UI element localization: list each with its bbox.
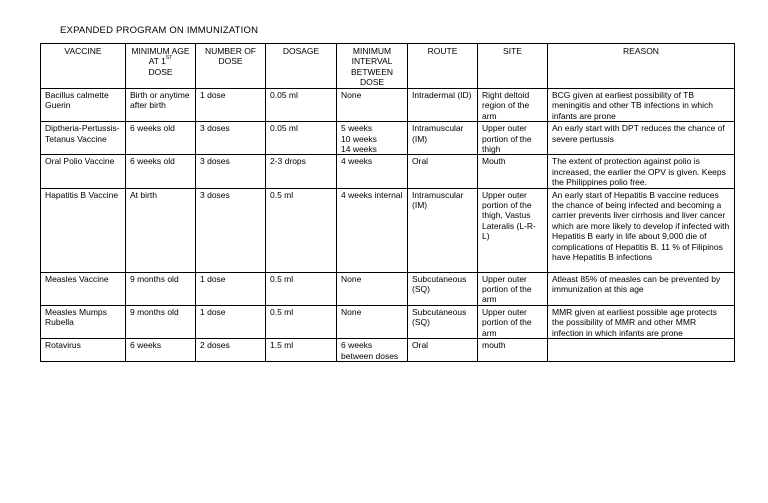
cell-reason: BCG given at earliest possibility of TB meningitis and other TB infections in which infants are prone bbox=[548, 89, 735, 122]
header-route: ROUTE bbox=[408, 44, 478, 89]
cell-interval: None bbox=[337, 305, 408, 338]
cell-vaccine: Measles Mumps Rubella bbox=[41, 305, 126, 338]
cell-route: Intramuscular (IM) bbox=[408, 122, 478, 155]
cell-route: Subcutaneous (SQ) bbox=[408, 305, 478, 338]
cell-age: 9 months old bbox=[126, 305, 196, 338]
table-row bbox=[41, 155, 735, 188]
cell-dosage: 0.5 ml bbox=[266, 188, 337, 272]
cell-dosage: 1.5 ml bbox=[266, 339, 337, 362]
cell-route: Subcutaneous (SQ) bbox=[408, 272, 478, 305]
header-number-of-dose: NUMBER OF DOSE bbox=[196, 44, 266, 89]
cell-site: Mouth bbox=[478, 155, 548, 188]
cell-route: Intramuscular (IM) bbox=[408, 188, 478, 272]
cell-dosage: 0.5 ml bbox=[266, 305, 337, 338]
cell-site: Upper outer portion of the arm bbox=[478, 272, 548, 305]
cell-reason: Atleast 85% of measles can be prevented by immunization at this age bbox=[548, 272, 735, 305]
header-interval: MINIMUM INTERVAL BETWEEN DOSE bbox=[337, 44, 408, 89]
cell-site: mouth bbox=[478, 339, 548, 362]
document-title: EXPANDED PROGRAM ON IMMUNIZATION bbox=[60, 25, 259, 36]
cell-reason: An early start of Hepatitis B vaccine reduces the chance of being infected and becoming a carrier prevents liver cirrhosis and liver cancer which are more likely to develop if infected with Hepatitis B early in life about 9,000 die of complications of Hepatitis B. 11 % of Filipinos have Hepatitis B infections bbox=[548, 188, 735, 272]
cell-vaccine: Bacillus calmette Guerin bbox=[41, 89, 126, 122]
cell-reason: The extent of protection against polio is increased, the earlier the OPV is given. Keeps the Philippines polio free. bbox=[548, 155, 735, 188]
cell-doses: 1 dose bbox=[196, 89, 266, 122]
cell-dosage: 0.05 ml bbox=[266, 89, 337, 122]
cell-dosage: 0.5 ml bbox=[266, 272, 337, 305]
header-reason: REASON bbox=[548, 44, 735, 89]
cell-route: Oral bbox=[408, 339, 478, 362]
cell-interval: None bbox=[337, 272, 408, 305]
cell-age: 9 months old bbox=[126, 272, 196, 305]
cell-vaccine: Hapatitis B Vaccine bbox=[41, 188, 126, 272]
cell-interval: 4 weeks bbox=[337, 155, 408, 188]
cell-age: Birth or anytime after birth bbox=[126, 89, 196, 122]
table-row bbox=[41, 122, 735, 155]
cell-vaccine: Measles Vaccine bbox=[41, 272, 126, 305]
cell-route: Oral bbox=[408, 155, 478, 188]
immunization-table bbox=[40, 43, 735, 362]
header-vaccine: VACCINE bbox=[41, 44, 126, 89]
cell-interval: 4 weeks internal bbox=[337, 188, 408, 272]
cell-age: 6 weeks bbox=[126, 339, 196, 362]
cell-site: Upper outer portion of the thigh, Vastus Lateralis (L-R-L) bbox=[478, 188, 548, 272]
cell-vaccine: Rotavirus bbox=[41, 339, 126, 362]
cell-site: Upper outer portion of the arm bbox=[478, 305, 548, 338]
header-min-age: MINIMUM AGE AT 1ST DOSE bbox=[126, 44, 196, 89]
cell-doses: 2 doses bbox=[196, 339, 266, 362]
table-row bbox=[41, 188, 735, 272]
cell-doses: 3 doses bbox=[196, 122, 266, 155]
cell-interval: 6 weeks between doses bbox=[337, 339, 408, 362]
cell-route: Intradermal (ID) bbox=[408, 89, 478, 122]
table-row bbox=[41, 272, 735, 305]
cell-age: At birth bbox=[126, 188, 196, 272]
cell-reason: An early start with DPT reduces the chance of severe pertussis bbox=[548, 122, 735, 155]
cell-site: Upper outer portion of the thigh bbox=[478, 122, 548, 155]
cell-dosage: 0.05 ml bbox=[266, 122, 337, 155]
cell-reason bbox=[548, 339, 735, 362]
cell-vaccine: Oral Polio Vaccine bbox=[41, 155, 126, 188]
header-site: SITE bbox=[478, 44, 548, 89]
cell-doses: 3 doses bbox=[196, 188, 266, 272]
cell-doses: 3 doses bbox=[196, 155, 266, 188]
cell-doses: 1 dose bbox=[196, 305, 266, 338]
table-header-row bbox=[41, 44, 735, 89]
cell-interval: 5 weeks 10 weeks 14 weeks bbox=[337, 122, 408, 155]
cell-reason: MMR given at earliest possible age protects the possibility of MMR and other MMR infection in which infants are prone bbox=[548, 305, 735, 338]
cell-vaccine: Diptheria-Pertussis-Tetanus Vaccine bbox=[41, 122, 126, 155]
cell-site: Right deltoid region of the arm bbox=[478, 89, 548, 122]
cell-doses: 1 dose bbox=[196, 272, 266, 305]
table-row bbox=[41, 305, 735, 338]
cell-age: 6 weeks old bbox=[126, 122, 196, 155]
cell-dosage: 2-3 drops bbox=[266, 155, 337, 188]
cell-interval: None bbox=[337, 89, 408, 122]
table-row bbox=[41, 339, 735, 362]
cell-age: 6 weeks old bbox=[126, 155, 196, 188]
table-row bbox=[41, 89, 735, 122]
header-dosage: DOSAGE bbox=[266, 44, 337, 89]
